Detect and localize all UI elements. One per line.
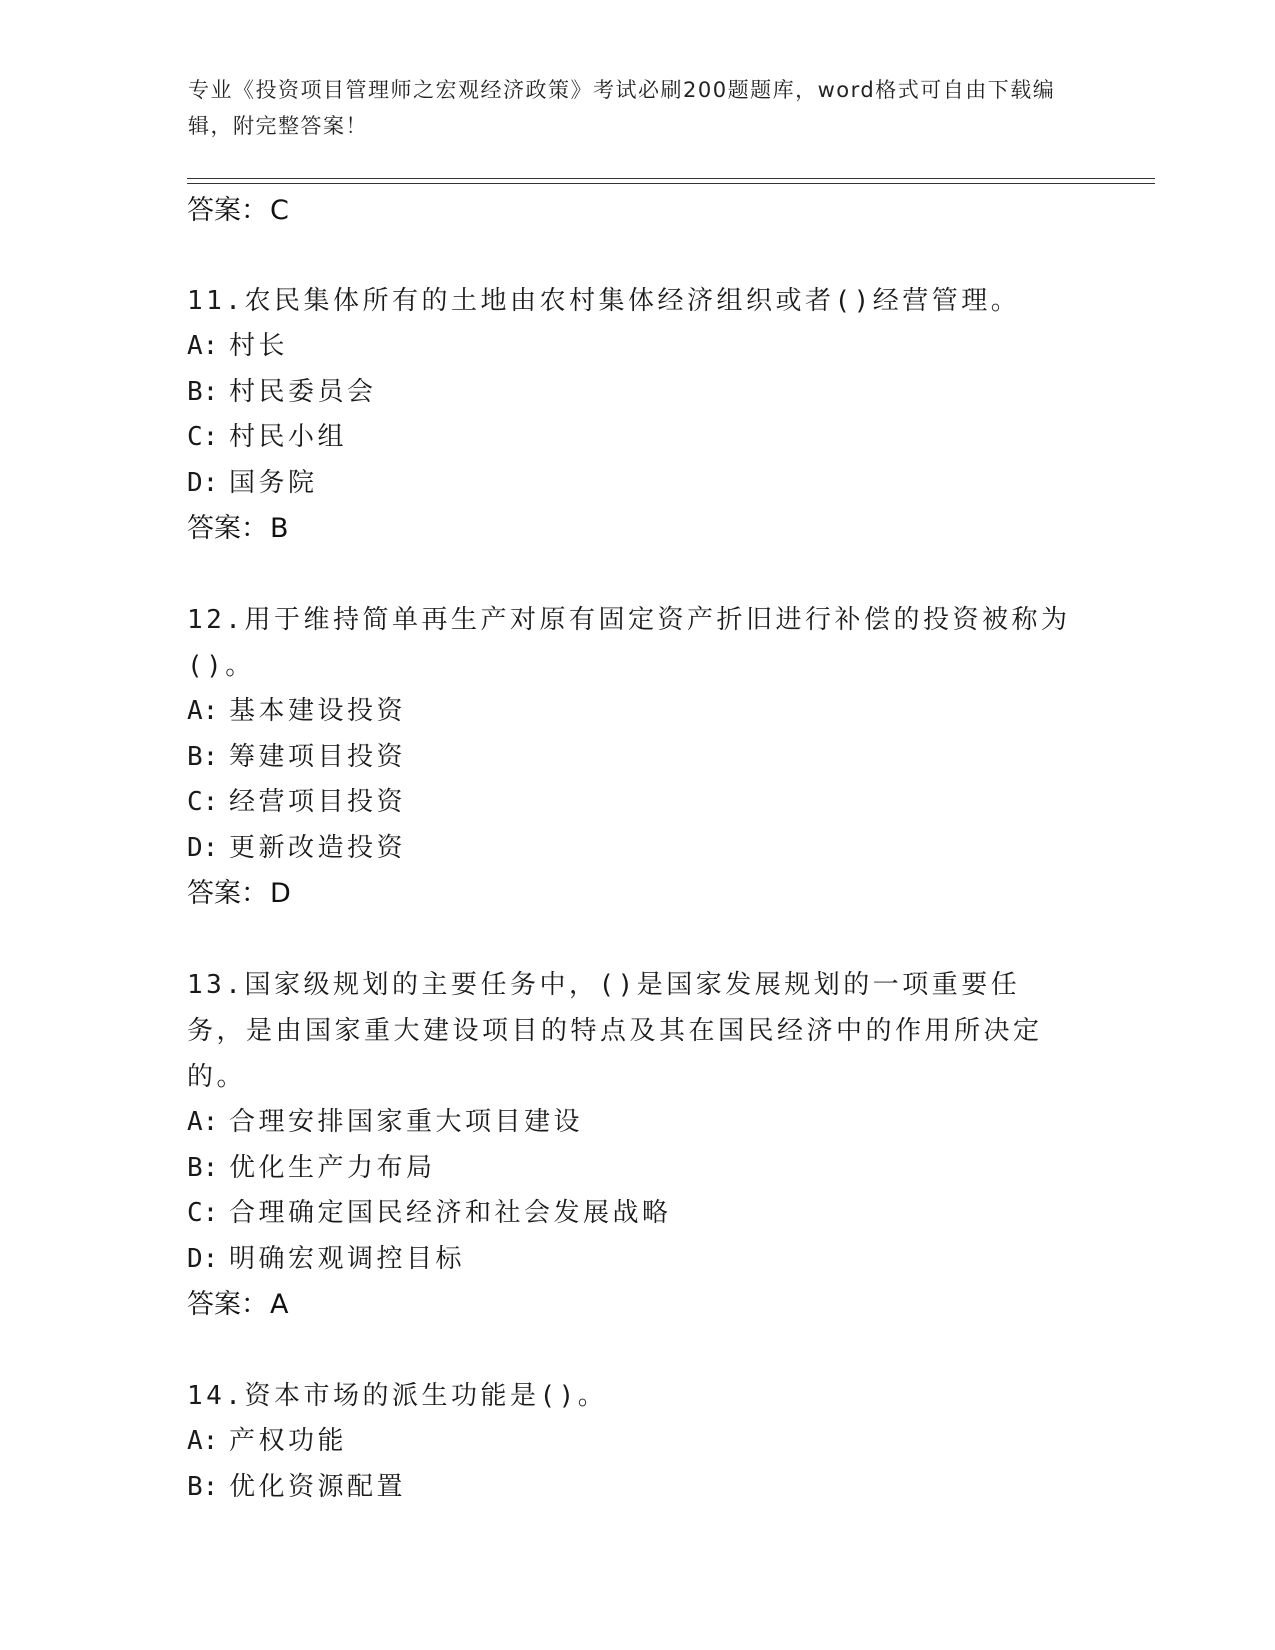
header-divider-top (187, 178, 1155, 179)
answer-label: 答案： (187, 513, 268, 544)
option-a (187, 1100, 1087, 1146)
question-block (187, 1373, 1087, 1510)
answer-line (187, 871, 1087, 917)
option-letter: B: (187, 376, 219, 407)
question-block (187, 597, 1087, 917)
option-letter: C: (187, 422, 219, 452)
answer-value: D (270, 878, 291, 909)
option-letter: D: (187, 467, 219, 498)
option-text: 村长 (229, 331, 289, 361)
header-divider-bottom (187, 183, 1155, 184)
option-b (187, 1146, 1087, 1192)
option-text: 合理确定国民经济和社会发展战略 (229, 1198, 672, 1228)
option-b (187, 370, 1087, 416)
option-text: 国务院 (229, 467, 318, 498)
option-letter: A: (187, 331, 219, 361)
option-c (187, 415, 1087, 461)
option-a (187, 689, 1087, 735)
option-text: 更新改造投资 (229, 832, 407, 863)
option-text: 筹建项目投资 (229, 741, 407, 772)
option-b (187, 735, 1087, 781)
option-text: 村民小组 (229, 422, 348, 452)
option-d (187, 1237, 1087, 1283)
option-text: 产权功能 (229, 1426, 348, 1456)
option-d (187, 826, 1087, 872)
answer-value: A (270, 1289, 289, 1320)
document-intro: 专业《投资项目管理师之宏观经济政策》考试必刷200题题库，word格式可自由下载编辑，附完整答案！ (188, 78, 1056, 138)
question-text: 12.用于维持简单再生产对原有固定资产折旧进行补偿的投资被称为()。 (187, 605, 1071, 681)
answer-line (187, 188, 1087, 234)
option-letter: C: (187, 1198, 219, 1228)
option-text: 合理安排国家重大项目建设 (229, 1107, 584, 1137)
answer-label: 答案： (187, 1289, 268, 1320)
option-a (187, 1419, 1087, 1465)
option-letter: A: (187, 696, 219, 726)
answer-value: B (270, 513, 289, 544)
option-letter: B: (187, 741, 219, 772)
option-text: 优化资源配置 (229, 1471, 407, 1502)
question-text: 13.国家级规划的主要任务中，()是国家发展规划的一项重要任务，是由国家重大建设项目的特点及其在国民经济中的作用所决定的。 (187, 970, 1043, 1092)
option-letter: A: (187, 1107, 219, 1137)
question-block (187, 962, 1087, 1328)
question-text: 14.资本市场的派生功能是()。 (187, 1381, 608, 1411)
question-list (187, 188, 1087, 1510)
option-text: 经营项目投资 (229, 787, 407, 817)
option-c (187, 1191, 1087, 1237)
option-a (187, 324, 1087, 370)
option-letter: B: (187, 1471, 219, 1502)
option-text: 基本建设投资 (229, 696, 407, 726)
question-text: 11.农民集体所有的土地由农村集体经济组织或者()经营管理。 (187, 286, 1021, 316)
answer-line (187, 1282, 1087, 1328)
option-text: 优化生产力布局 (229, 1152, 436, 1183)
option-b (187, 1465, 1087, 1511)
answer-value: C (270, 195, 289, 226)
option-c (187, 780, 1087, 826)
answer-label: 答案： (187, 878, 268, 909)
option-letter: C: (187, 787, 219, 817)
option-letter: A: (187, 1426, 219, 1456)
answer-label: 答案： (187, 195, 268, 226)
question-block (187, 278, 1087, 552)
option-text: 村民委员会 (229, 376, 377, 407)
option-letter: B: (187, 1152, 219, 1183)
option-d (187, 461, 1087, 507)
answer-line (187, 506, 1087, 552)
option-letter: D: (187, 1243, 219, 1274)
option-text: 明确宏观调控目标 (229, 1243, 466, 1274)
option-letter: D: (187, 832, 219, 863)
